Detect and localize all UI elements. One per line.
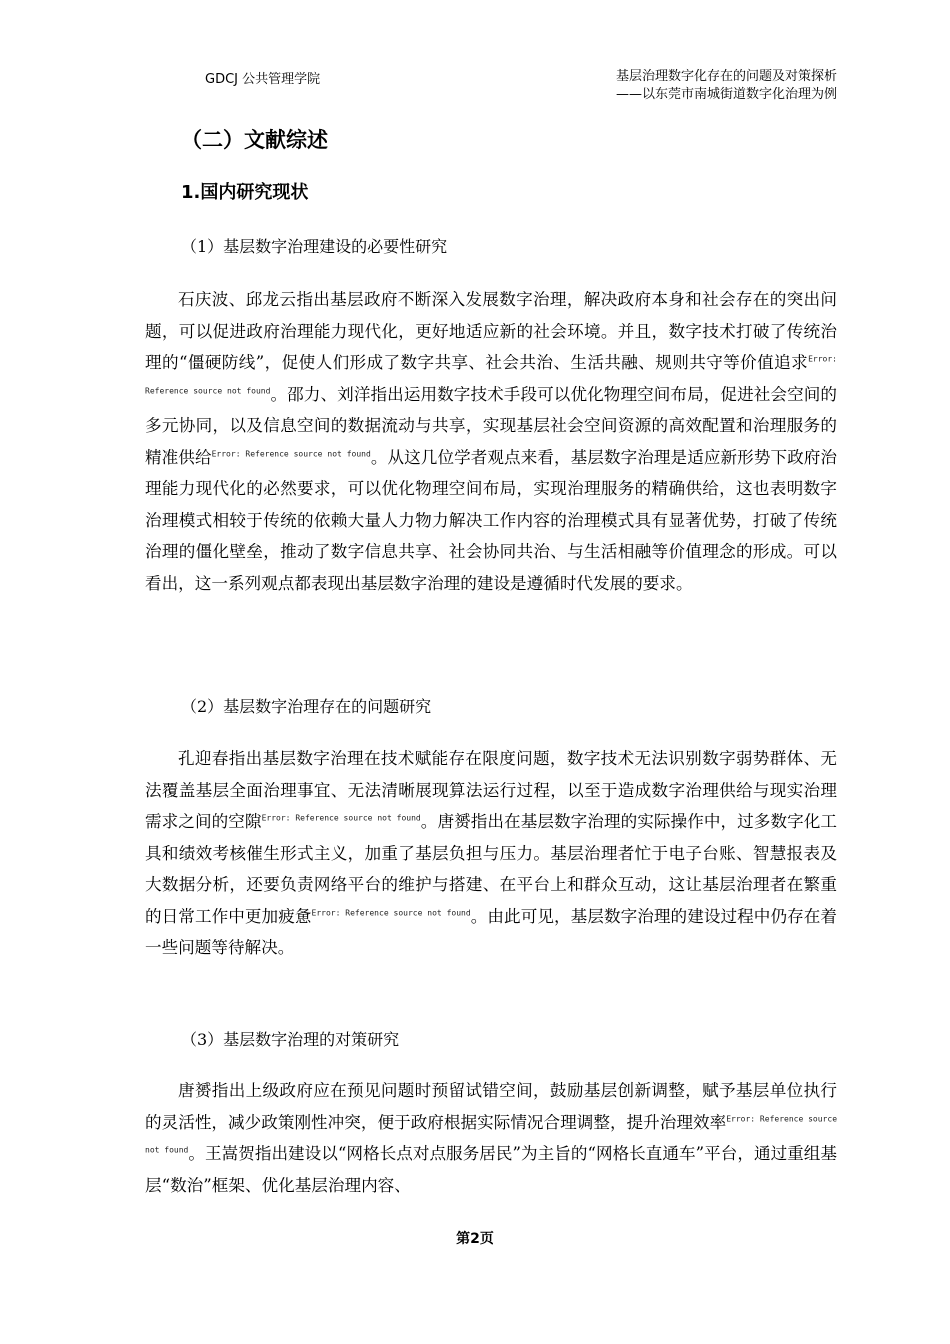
citation-error: Error: Reference source not found [311,907,471,917]
part1-text-2: 。邵力、刘洋指出运用数字技术手段可以优化物理空间布局，促进社会空间的多元协同，以及信息空间的数据流动与共享，实现基层社会空间资源的高效配置和治理服务的精准供给 [145,384,837,467]
part2-paragraph [145,743,837,964]
part1-text-1: 石庆波、邱龙云指出基层政府不断深入发展数字治理，解决政府本身和社会存在的突出问题，可以促进政府治理能力现代化，更好地适应新的社会环境。并且，数字技术打破了传统治理的“僵硬防线”，促使人们形成了数字共享、社会共治、生活共融、规则共守等价值追求 [145,290,837,372]
part2-heading: （2）基层数字治理存在的问题研究 [181,697,432,716]
part1-heading: （1）基层数字治理建设的必要性研究 [181,237,448,256]
page-number: 第2页 [456,1231,494,1247]
header-title [616,68,837,104]
section-title: （二）文献综述 [181,128,328,152]
part2-text-3: 。由此可见，基层数字治理的建设过程中仍存在着一些问题等待解决。 [145,906,837,957]
citation-error: Error: Reference source not found [145,1113,838,1155]
citation-error: Error: Reference source not found [145,354,837,395]
citation-error: Error: Reference source not found [261,813,421,823]
part3-text-2: 。王嵩贺指出建设以“网格长点对点服务居民”为主旨的“网格长直通车”平台，通过重组基层“数治”框架、优化基层治理内容、 [145,1144,837,1195]
part3-paragraph [145,1075,837,1201]
subsection-title: 1.国内研究现状 [181,182,309,203]
part2-text-2: 。唐赟指出在基层数字治理的实际操作中，过多数字化工具和绩效考核催生形式主义，加重了基层负担与压力。基层治理者忙于电子台账、智慧报表及大数据分析，还要负责网络平台的维护与搭建、在平台上和群众互动，这让基层治理者在繁重的日常工作中更加疲惫 [145,812,837,926]
part2-text-1: 孔迎春指出基层数字治理在技术赋能存在限度问题，数字技术无法识别数字弱势群体、无法覆盖基层全面治理事宜、无法清晰展现算法运行过程，以至于造成数字治理供给与现实治理需求之间的空隙 [145,749,837,831]
part1-text-3: 。从这几位学者观点来看，基层数字治理是适应新形势下政府治理能力现代化的必然要求，可以优化物理空间布局，实现治理服务的精确供给，这也表明数字治理模式相较于传统的依赖大量人力物力解决工作内容的治理模式具有显著优势，打破了传统治理的僵化壁垒，推动了数字信息共享、社会协同共治、与生活相融等价值理念的形成。可以看出，这一系列观点都表现出基层数字治理的建设是遵循时代发展的要求。 [145,447,837,593]
citation-error: Error: Reference source not found [211,448,371,458]
header-title-line1: 基层治理数字化存在的问题及对策探析 [615,69,837,84]
part3-heading: （3）基层数字治理的对策研究 [181,1030,400,1049]
header-institution: GDCJ 公共管理学院 [205,72,321,87]
part1-paragraph [145,284,837,599]
header-title-line2: ——以东莞市南城街道数字化治理为例 [615,87,837,102]
part3-text-1: 唐赟指出上级政府应在预见问题时预留试错空间，鼓励基层创新调整，赋予基层单位执行的灵活性，减少政策刚性冲突，便于政府根据实际情况合理调整，提升治理效率 [145,1081,837,1132]
